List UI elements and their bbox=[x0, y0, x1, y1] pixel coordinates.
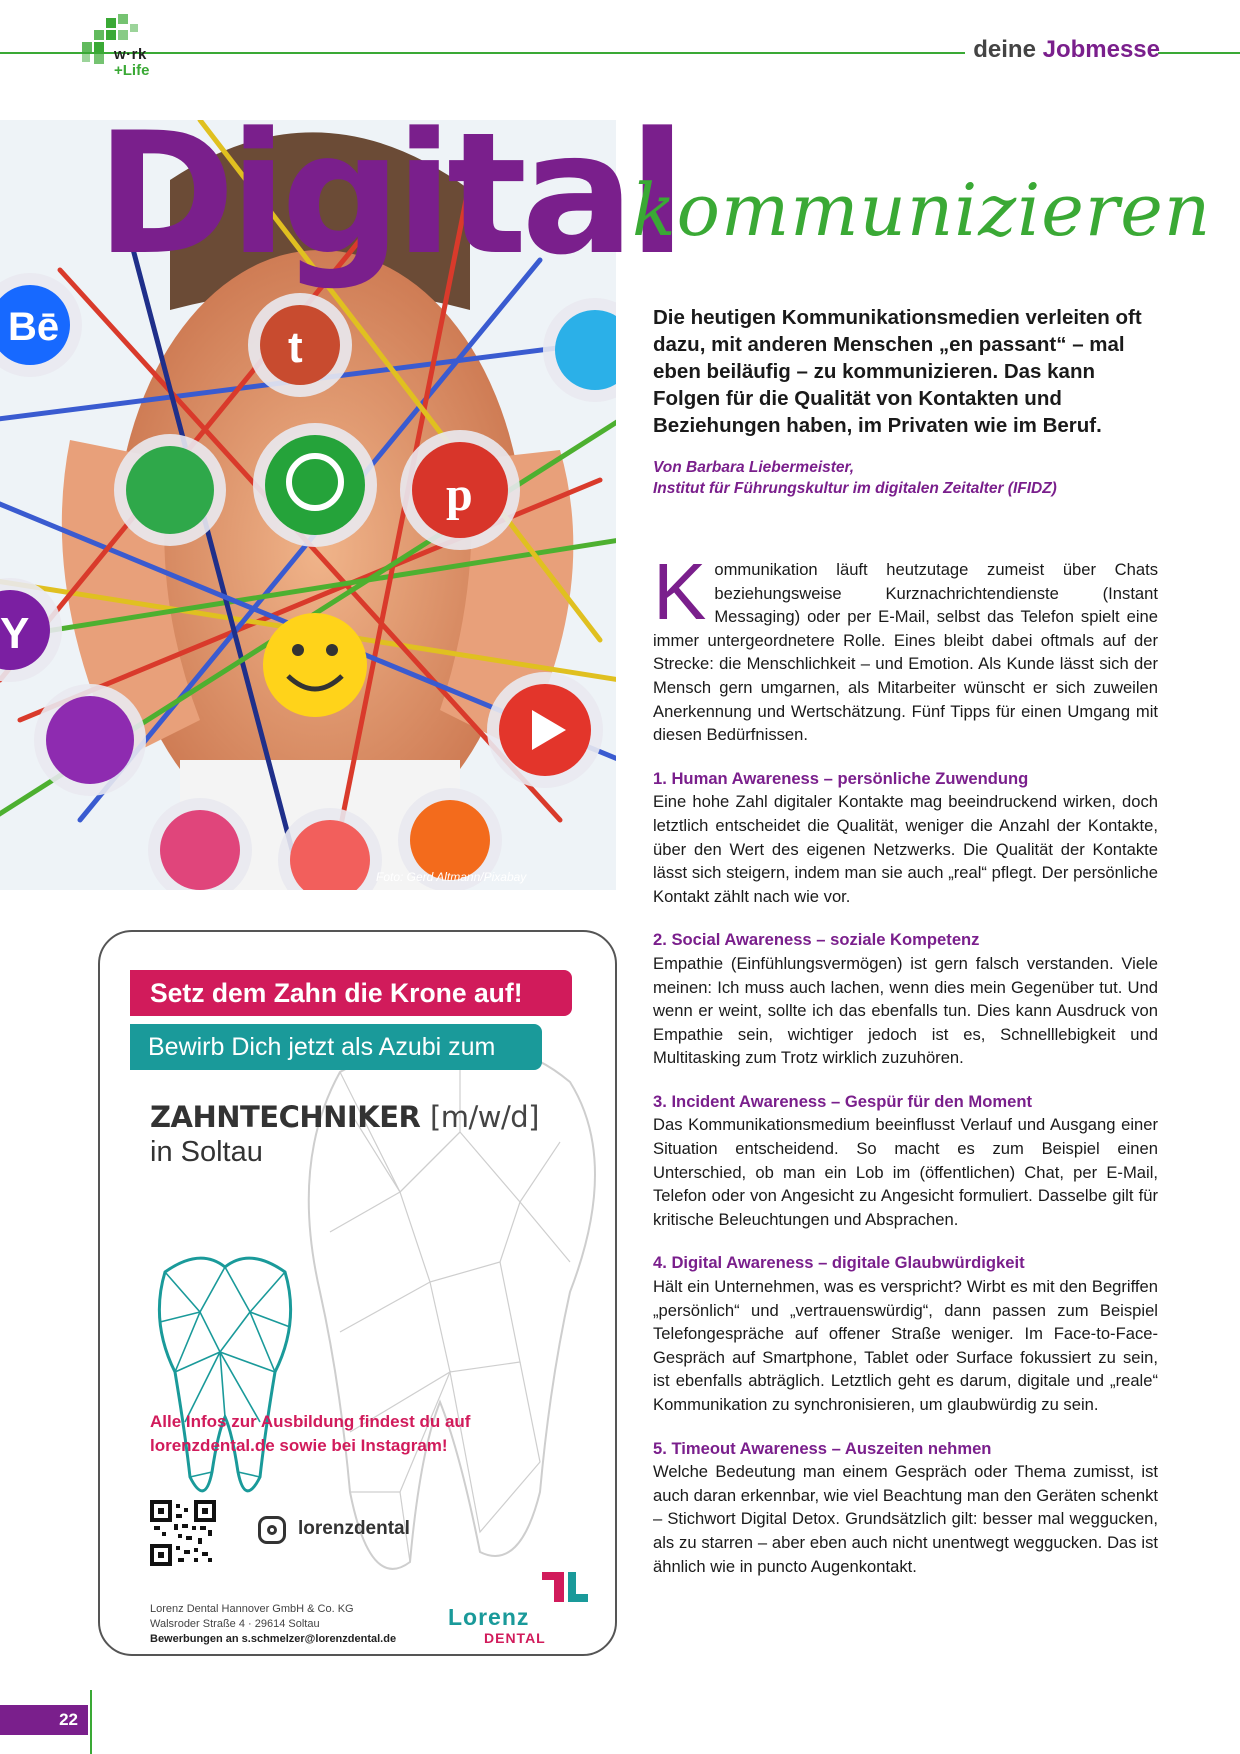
tip-heading: 3. Incident Awareness – Gespür für den Moment bbox=[653, 1091, 1032, 1111]
tip-text: Hält ein Unternehmen, was es verspricht? Wirbt es mit den Begriffen „persönlich“ und „vertrauenswürdig“, dann passen zum Beispiel Telefongespräche auf offener Straße weniger. Im Face-to-Face-Gespräch auf Smartphone, Tablet oder Surface fokussiert zu sein, ist ebenfalls abträglich. Letztlich geht es darum, digitale und „reale“ Kommunikation zu synchronisieren, um glaubwürdig zu sein. bbox=[653, 1277, 1158, 1414]
logo-text-life: +Life bbox=[114, 62, 150, 79]
lead-paragraph: Die heutigen Kommunikationsmedien verleiten oft dazu, mit anderen Menschen „en passant“ – mal eben beiläufig – zu kommunizieren. Das kann Folgen für die Qualität von Kontakten und Beziehungen haben, im Privaten wie im Beruf. bbox=[653, 306, 1142, 437]
tip-3 bbox=[653, 1090, 1158, 1232]
svg-text:Bē: Bē bbox=[8, 305, 60, 349]
ad-company-address: Walsroder Straße 4 · 29614 Soltau bbox=[150, 1618, 320, 1630]
work-life-logo bbox=[78, 14, 178, 78]
ad-headline: Setz dem Zahn die Krone auf! bbox=[150, 978, 523, 1008]
tip-1 bbox=[653, 767, 1158, 909]
instagram-icon[interactable] bbox=[258, 1516, 286, 1544]
ad-subline-band bbox=[130, 1024, 542, 1070]
headline-digital: Digital bbox=[96, 96, 681, 292]
ad-job-suffix: [m/w/d] bbox=[429, 1100, 539, 1134]
footer-rule bbox=[90, 1690, 92, 1754]
tip-text: Das Kommunikationsmedium beeinflusst Verlauf und Ausgang einer Situation entscheidend. So macht es zum Beispiel einen Unterschied, ob man ein Lob im (öffentlichen) Chat, per E-Mail, Telefon oder von Angesicht zu Angesicht formuliert. Dasselbe gilt für kritische Beleuchtungen und Absprachen. bbox=[653, 1115, 1158, 1229]
dental-logo-word: DENTAL bbox=[484, 1630, 546, 1646]
author-institute: Institut für Führungskultur im digitalen Zeitalter (IFIDZ) bbox=[653, 480, 1057, 497]
tip-5 bbox=[653, 1437, 1158, 1579]
tip-4 bbox=[653, 1251, 1158, 1416]
tip-heading: 5. Timeout Awareness – Auszeiten nehmen bbox=[653, 1438, 992, 1458]
tip-heading: 2. Social Awareness – soziale Kompetenz bbox=[653, 930, 980, 950]
svg-text:Y: Y bbox=[0, 609, 30, 658]
page-number-tab bbox=[0, 1705, 88, 1735]
photo-credit: Foto: Gerd Altmann/Pixabay bbox=[376, 870, 527, 884]
svg-text:p: p bbox=[446, 468, 473, 521]
intro-text: ommunikation läuft heutzutage zumeist über Chats beziehungsweise Kurznachrichtendienste (Instant Messaging) oder per E-Mail, selbst das Telefon spielt eine immer untergeordnetere Rolle. Eines bleibt dabei oftmals auf der Strecke: die Menschlichkeit – und Emotion. Als Kunde lässt sich der Mensch gern umgarnen, als Mitarbeiter wünscht er sich zuweilen Anerkennung und Wertschätzung. Fünf Tipps für einen Umgang mit diesen Bedürfnissen. bbox=[653, 560, 1158, 745]
qr-code[interactable] bbox=[150, 1500, 216, 1566]
ad-company-name: Lorenz Dental Hannover GmbH & Co. KG bbox=[150, 1603, 354, 1615]
ad-job-name: ZAHNTECHNIKER bbox=[150, 1100, 421, 1134]
svg-text:t: t bbox=[288, 323, 303, 372]
section-name: Jobmesse bbox=[1042, 36, 1160, 63]
section-prefix: deine bbox=[973, 36, 1036, 63]
author-byline bbox=[653, 457, 1173, 499]
tip-text: Empathie (Einfühlungsvermögen) ist gern falsch verstanden. Viele meinen: Ich muss auch lachen, wenn dies mein Gegenüber tut. Und wenn er weint, sollte ich das ebenfalls tun. Dies kann Ausdruck von Empathie sein, wichtiger jedoch ist es, Schnelllebigkeit und Multitasking zum Trotz wirklich zuzuhören. bbox=[653, 953, 1158, 1068]
author-name: Von Barbara Liebermeister, bbox=[653, 459, 855, 476]
tip-heading: 1. Human Awareness – persönliche Zuwendung bbox=[653, 768, 1029, 788]
section-label bbox=[973, 36, 1160, 64]
tip-text: Eine hohe Zahl digitaler Kontakte mag beeindruckend wirken, doch letztlich entscheidet die Qualität, weniger die Anzahl der Kontakte, über den Wert des eigenen Netzwerks. Die Qualität der Kontakte lässt sich steigern, indem man sie auch „real“ pflegt. Der persönliche Kontakt zählt nach wie vor. bbox=[653, 792, 1158, 906]
ad-job-title bbox=[150, 1100, 539, 1134]
logo-text-work: w·rk bbox=[114, 46, 147, 63]
instagram-handle[interactable]: lorenzdental bbox=[298, 1518, 410, 1539]
ad-company-info bbox=[150, 1602, 450, 1647]
header-rule-right bbox=[1158, 52, 1240, 54]
tip-text: Welche Bedeutung man einem Gespräch oder Thema zumisst, ist auch daran erkennbar, wie viel Beachtung man den Geräten schenkt – Stichwort Digital Detox. Grundsätzlich gilt: besser mal weggucken, als zu starren – aber eben auch nicht unentwegt weggucken. Das ist ähnlich wie in puncto Augenkontakt. bbox=[653, 1462, 1158, 1576]
intro-paragraph bbox=[653, 547, 1158, 747]
page-number: 22 bbox=[59, 1710, 78, 1729]
tip-heading: 4. Digital Awareness – digitale Glaubwürdigkeit bbox=[653, 1253, 1025, 1273]
headline-kommunizieren: kommunizieren bbox=[632, 168, 1212, 252]
ad-headline-band bbox=[130, 970, 572, 1016]
dropcap: K bbox=[653, 547, 707, 636]
ad-subline: Bewirb Dich jetzt als Azubi zum bbox=[148, 1033, 496, 1061]
ad-info-text: Alle Infos zur Ausbildung findest du auf lorenzdental.de sowie bei Instagram! bbox=[150, 1412, 471, 1455]
tip-2 bbox=[653, 928, 1158, 1070]
lorenz-logo-word: Lorenz bbox=[448, 1604, 530, 1630]
ad-city: in Soltau bbox=[150, 1136, 263, 1168]
ad-application-email: Bewerbungen an s.schmelzer@lorenzdental.de bbox=[150, 1633, 397, 1645]
article-body bbox=[653, 547, 1158, 1578]
